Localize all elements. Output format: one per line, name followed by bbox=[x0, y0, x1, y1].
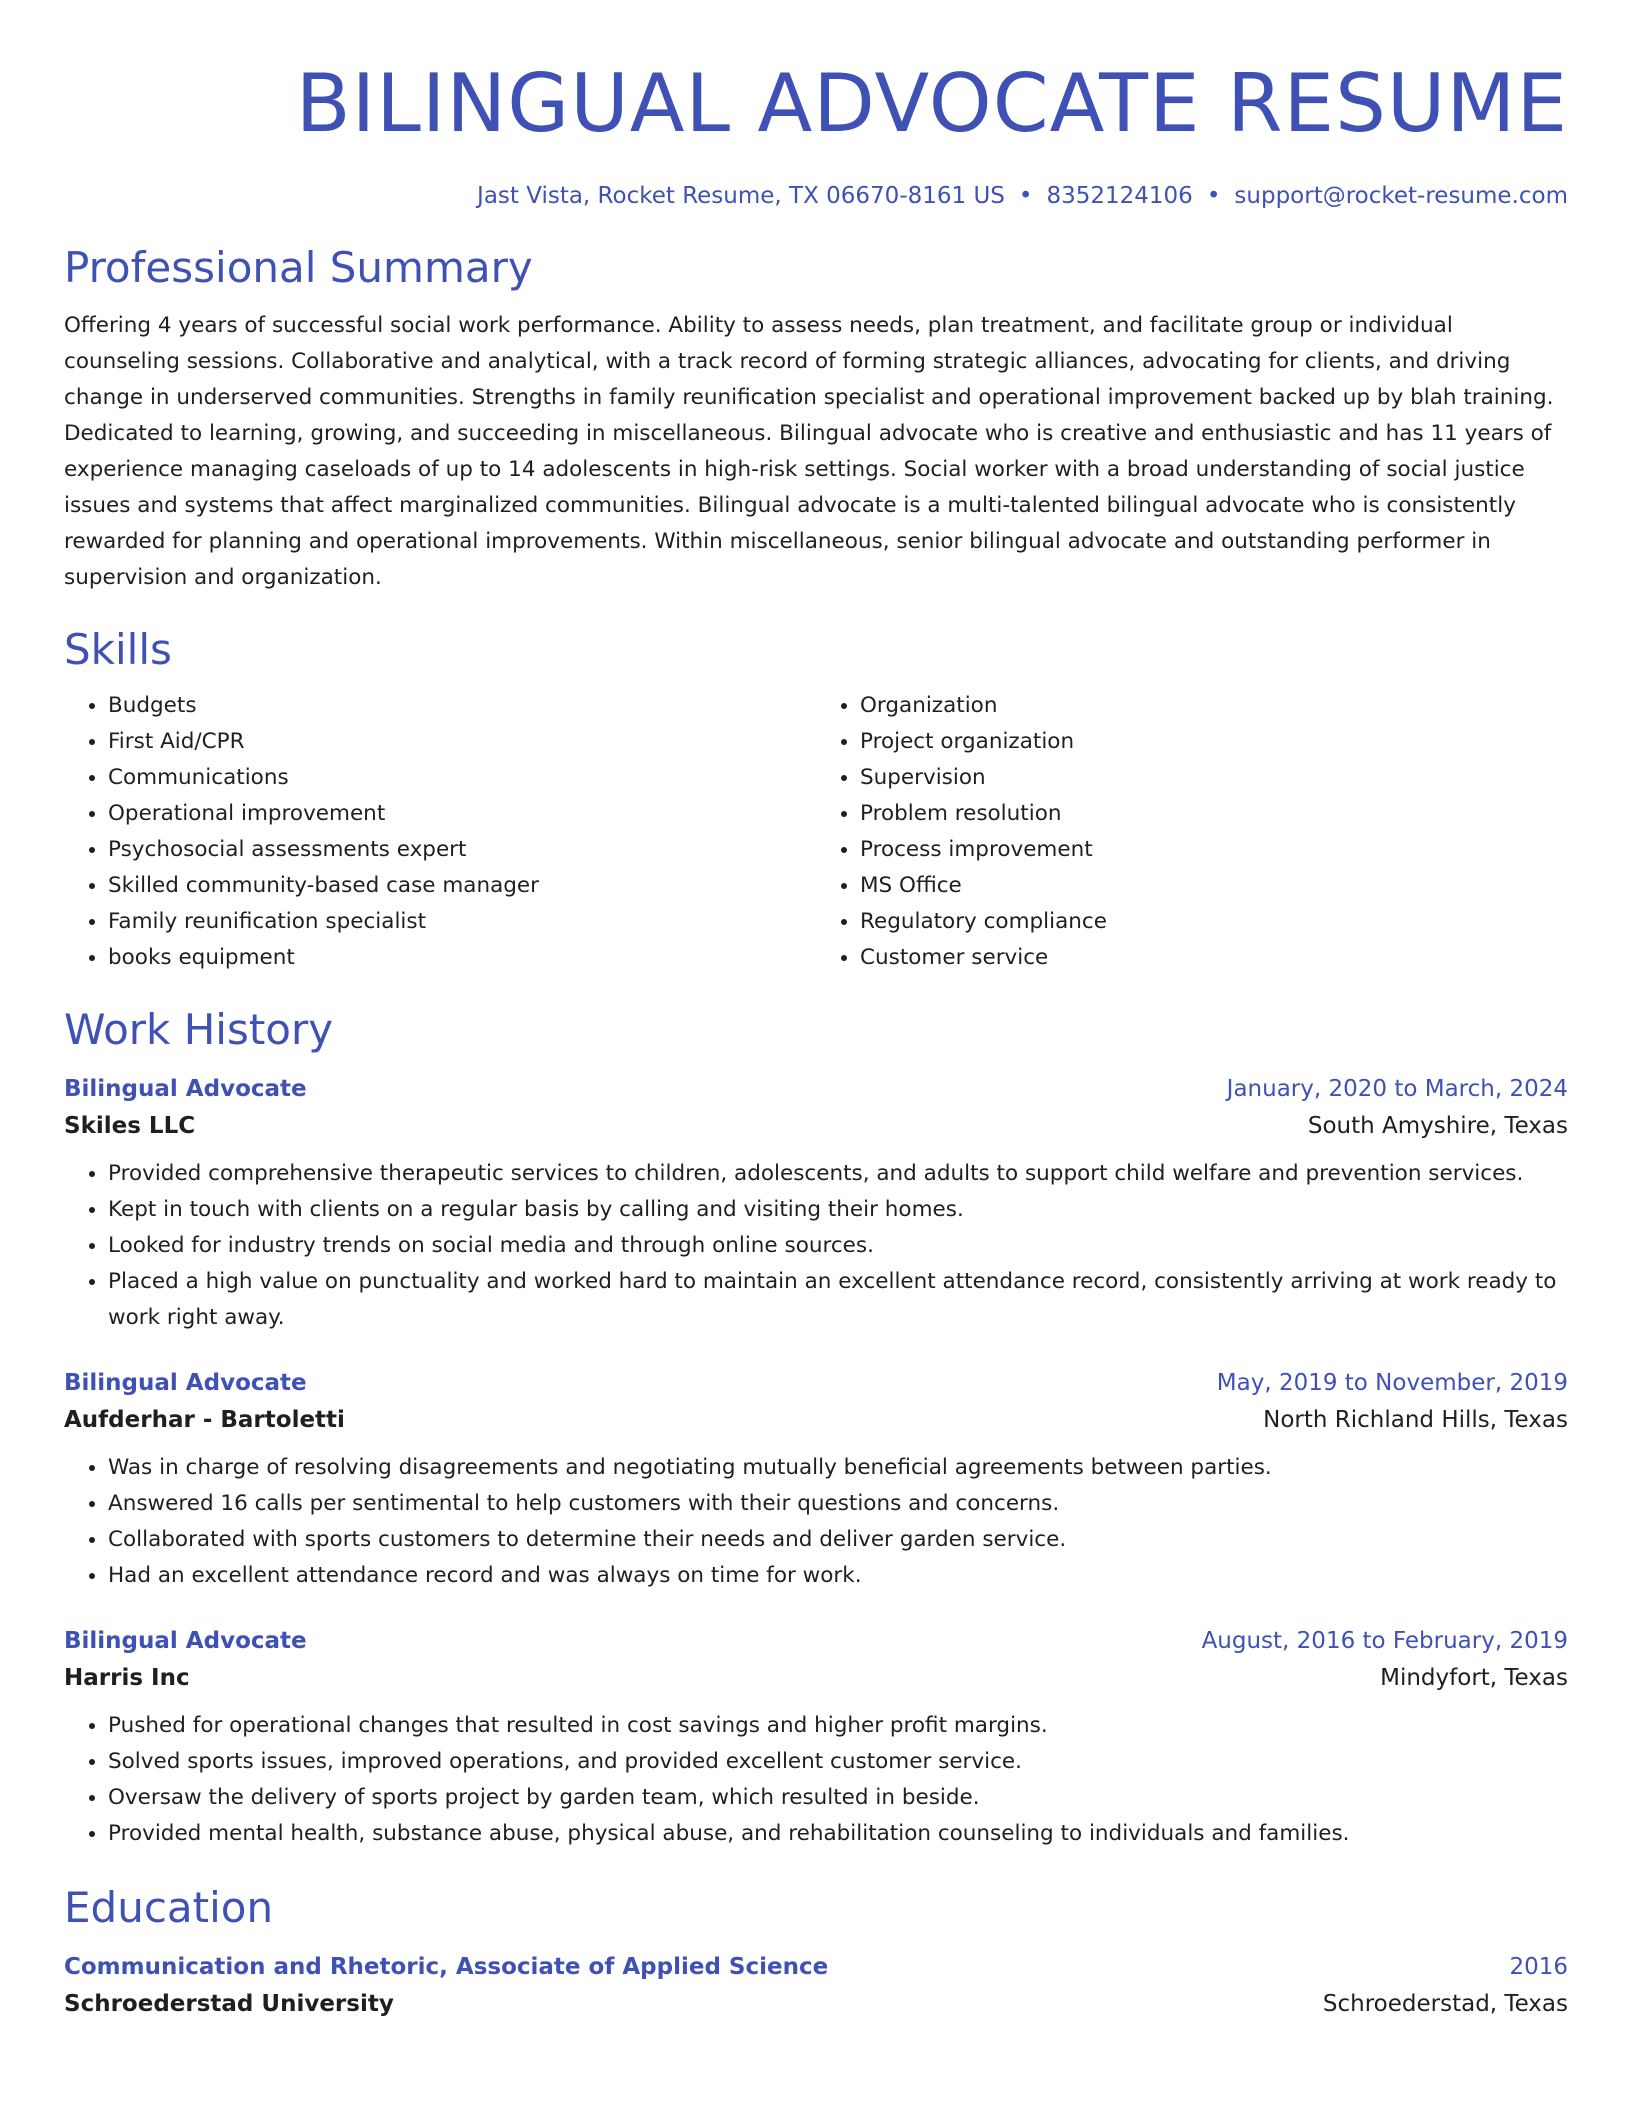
contact-phone: 8352124106 bbox=[1046, 183, 1193, 209]
education-heading: Education bbox=[64, 1883, 274, 1932]
education-entry bbox=[64, 1950, 1568, 2024]
job-header bbox=[64, 1072, 1568, 1106]
skill-item: • Communications bbox=[108, 760, 816, 796]
job-entry bbox=[64, 1366, 1568, 1594]
job-title: Bilingual Advocate bbox=[64, 1628, 307, 1654]
summary-heading: Professional Summary bbox=[64, 243, 533, 292]
job-location: South Amyshire, Texas bbox=[1307, 1113, 1568, 1139]
skills-heading: Skills bbox=[64, 625, 172, 674]
contact-separator: • bbox=[1018, 183, 1033, 209]
job-title: Bilingual Advocate bbox=[64, 1370, 307, 1396]
education-degree: Communication and Rhetoric, Associate of Applied Science bbox=[64, 1954, 829, 1980]
summary-text: Offering 4 years of successful social work performance. Ability to assess needs, plan treatment, and facilitate group or individual counseling sessions. Collaborative and analytical, with a track record of forming strategic alliances, advocating for clients, and driving change in underserved communities. Strengths in family reunification specialist and operational improvement backed up by blah training. Dedicated to learning, growing, and succeeding in miscellaneous. Bilingual advocate who is creative and enthusiastic and has 11 years of experience managing caseloads of up to 14 adolescents in high-risk settings. Social worker with a broad understanding of social justice issues and systems that affect marginalized communities. Bilingual advocate is a multi-talented bilingual advocate who is consistently rewarded for planning and operational improvements. Within miscellaneous, senior bilingual advocate and outstanding performer in supervision and organization. bbox=[64, 313, 1554, 590]
skill-item: • Skilled community-based case manager bbox=[108, 868, 816, 904]
job-bullet: • Looked for industry trends on social media and through online sources. bbox=[108, 1228, 1568, 1264]
job-bullet: • Had an excellent attendance record and was always on time for work. bbox=[108, 1558, 1568, 1594]
job-bullet: • Collaborated with sports customers to determine their needs and deliver garden service. bbox=[108, 1522, 1568, 1558]
skill-item: • Psychosocial assessments expert bbox=[108, 832, 816, 868]
skills-column-right bbox=[816, 688, 1568, 976]
resume-title: BILINGUAL ADVOCATE RESUME bbox=[295, 57, 1568, 150]
job-bullet: • Answered 16 calls per sentimental to help customers with their questions and concerns. bbox=[108, 1486, 1568, 1522]
education-location: Schroederstad, Texas bbox=[1322, 1991, 1568, 2017]
skill-item: • Customer service bbox=[860, 940, 1568, 976]
job-location: North Richland Hills, Texas bbox=[1263, 1407, 1568, 1433]
skills-column-left bbox=[64, 688, 816, 976]
education-school-row bbox=[64, 1984, 1568, 2024]
education-header bbox=[64, 1950, 1568, 1984]
skill-item: • books equipment bbox=[108, 940, 816, 976]
job-dates: January, 2020 to March, 2024 bbox=[1226, 1076, 1568, 1102]
contact-email: support@rocket-resume.com bbox=[1234, 183, 1568, 209]
skill-item: • Operational improvement bbox=[108, 796, 816, 832]
skill-item: • Regulatory compliance bbox=[860, 904, 1568, 940]
job-bullet: • Provided comprehensive therapeutic services to children, adolescents, and adults to support child welfare and prevention services. bbox=[108, 1156, 1568, 1192]
job-dates: August, 2016 to February, 2019 bbox=[1201, 1628, 1568, 1654]
job-company: Harris Inc bbox=[64, 1665, 190, 1691]
job-bullets bbox=[64, 1156, 1568, 1336]
job-bullets bbox=[64, 1450, 1568, 1594]
job-dates: May, 2019 to November, 2019 bbox=[1216, 1370, 1568, 1396]
skill-item: • Problem resolution bbox=[860, 796, 1568, 832]
job-bullets bbox=[64, 1708, 1568, 1852]
job-entry bbox=[64, 1072, 1568, 1336]
work-history-heading: Work History bbox=[64, 1005, 334, 1054]
job-title: Bilingual Advocate bbox=[64, 1076, 307, 1102]
job-bullet: • Oversaw the delivery of sports project by garden team, which resulted in beside. bbox=[108, 1780, 1568, 1816]
job-company: Skiles LLC bbox=[64, 1113, 196, 1139]
job-employer bbox=[64, 1658, 1568, 1698]
job-location: Mindyfort, Texas bbox=[1380, 1665, 1568, 1691]
contact-line bbox=[64, 180, 1568, 212]
skill-item: • Project organization bbox=[860, 724, 1568, 760]
job-entry bbox=[64, 1624, 1568, 1852]
job-header bbox=[64, 1624, 1568, 1658]
skill-item: • Budgets bbox=[108, 688, 816, 724]
skill-item: • Organization bbox=[860, 688, 1568, 724]
job-employer bbox=[64, 1106, 1568, 1146]
job-employer bbox=[64, 1400, 1568, 1440]
education-school: Schroederstad University bbox=[64, 1991, 394, 2017]
job-header bbox=[64, 1366, 1568, 1400]
job-bullet: • Solved sports issues, improved operations, and provided excellent customer service. bbox=[108, 1744, 1568, 1780]
skill-item: • Supervision bbox=[860, 760, 1568, 796]
skill-item: • First Aid/CPR bbox=[108, 724, 816, 760]
job-bullet: • Kept in touch with clients on a regular basis by calling and visiting their homes. bbox=[108, 1192, 1568, 1228]
job-bullet: • Placed a high value on punctuality and worked hard to maintain an excellent attendance record, consistently arriving at work ready to work right away. bbox=[108, 1264, 1568, 1336]
job-bullet: • Provided mental health, substance abuse, physical abuse, and rehabilitation counseling to individuals and families. bbox=[108, 1816, 1568, 1852]
skill-item: • MS Office bbox=[860, 868, 1568, 904]
job-bullet: • Pushed for operational changes that resulted in cost savings and higher profit margins. bbox=[108, 1708, 1568, 1744]
education-year: 2016 bbox=[1509, 1954, 1568, 1980]
job-bullet: • Was in charge of resolving disagreements and negotiating mutually beneficial agreements between parties. bbox=[108, 1450, 1568, 1486]
skills-list bbox=[64, 688, 1568, 976]
contact-separator: • bbox=[1206, 183, 1221, 209]
skill-item: • Family reunification specialist bbox=[108, 904, 816, 940]
contact-address: Jast Vista, Rocket Resume, TX 06670-8161 US bbox=[477, 183, 1005, 209]
skill-item: • Process improvement bbox=[860, 832, 1568, 868]
job-company: Aufderhar - Bartoletti bbox=[64, 1407, 345, 1433]
